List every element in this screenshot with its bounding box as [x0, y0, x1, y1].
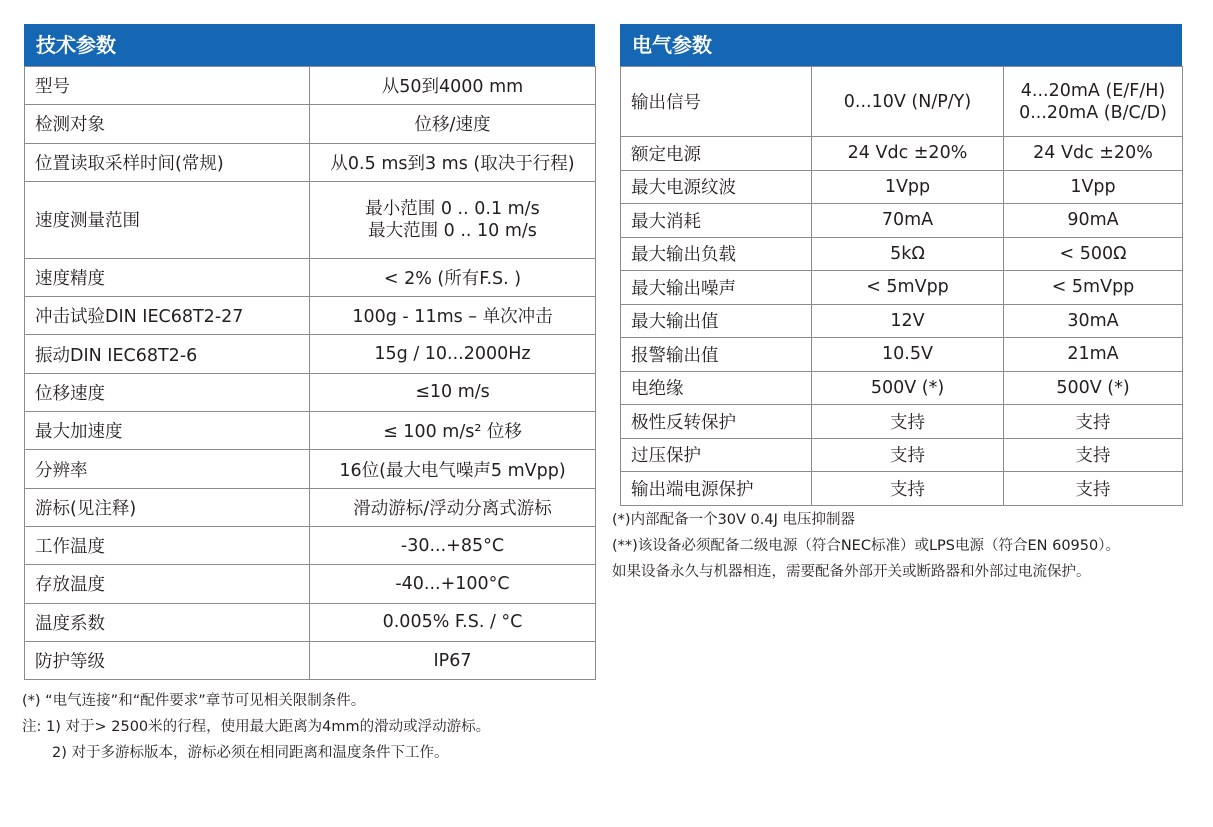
param-label: 分辨率 — [25, 450, 310, 488]
param-label: 振动DIN IEC68T2-6 — [25, 335, 310, 373]
current-output-value: 24 Vdc ±20% — [1004, 137, 1183, 171]
param-label: 位移速度 — [25, 373, 310, 411]
param-label: 检测对象 — [25, 105, 310, 143]
table-row — [621, 438, 1183, 472]
param-value: < 2% (所有F.S. ) — [310, 258, 596, 296]
current-output-value: < 5mVpp — [1004, 271, 1183, 305]
param-value — [310, 181, 596, 258]
param-label: 最大输出噪声 — [621, 271, 812, 305]
electrical-parameters-table — [620, 66, 1183, 506]
table-row — [25, 603, 596, 641]
table-row — [25, 143, 596, 181]
param-value: 位移/速度 — [310, 105, 596, 143]
table-row — [25, 297, 596, 335]
table-row — [621, 170, 1183, 204]
voltage-output-value: 70mA — [812, 204, 1004, 238]
voltage-output-value: 支持 — [812, 438, 1004, 472]
param-label: 最大电源纹波 — [621, 170, 812, 204]
param-value: ≤10 m/s — [310, 373, 596, 411]
param-label: 输出信号 — [621, 67, 812, 137]
technical-parameters-panel — [24, 24, 595, 680]
param-value: -30...+85°C — [310, 526, 596, 564]
param-label: 过压保护 — [621, 438, 812, 472]
table-row — [621, 271, 1183, 305]
table-row — [25, 526, 596, 564]
param-value: 从50到4000 mm — [310, 67, 596, 105]
note-external-protection: 如果设备永久与机器相连，需要配备外部开关或断路器和外部过电流保护。 — [612, 564, 1091, 580]
param-label: 最大输出值 — [621, 304, 812, 338]
table-row — [25, 488, 596, 526]
note-suppressor: (*)内部配备一个30V 0.4J 电压抑制器 — [612, 512, 855, 528]
param-label: 最大消耗 — [621, 204, 812, 238]
voltage-output-value: 12V — [812, 304, 1004, 338]
voltage-output-value: 10.5V — [812, 338, 1004, 372]
table-row — [25, 373, 596, 411]
param-label: 最大加速度 — [25, 412, 310, 450]
table-row — [621, 204, 1183, 238]
voltage-output-value: < 5mVpp — [812, 271, 1004, 305]
technical-parameters-title: 技术参数 — [24, 24, 595, 66]
note-star: (*) “电气连接”和“配件要求”章节可见相关限制条件。 — [22, 693, 366, 709]
current-output-value: 支持 — [1004, 472, 1183, 506]
param-value: 15g / 10...2000Hz — [310, 335, 596, 373]
note-2: 2) 对于多游标版本，游标必须在相同距离和温度条件下工作。 — [52, 745, 449, 761]
table-row — [621, 67, 1183, 137]
table-row — [621, 405, 1183, 439]
param-value: 滑动游标/浮动分离式游标 — [310, 488, 596, 526]
param-label: 工作温度 — [25, 526, 310, 564]
param-value-line: 最大范围 0 .. 10 m/s — [368, 220, 537, 241]
param-label: 位置读取采样时间(常规) — [25, 143, 310, 181]
param-label: 速度测量范围 — [25, 181, 310, 258]
table-row — [25, 258, 596, 296]
current-output-value: 90mA — [1004, 204, 1183, 238]
param-label: 防护等级 — [25, 641, 310, 679]
current-output-value: 30mA — [1004, 304, 1183, 338]
param-label: 极性反转保护 — [621, 405, 812, 439]
electrical-notes — [612, 507, 1212, 585]
param-label: 最大输出负载 — [621, 237, 812, 271]
current-output-value: 支持 — [1004, 438, 1183, 472]
param-value: 从0.5 ms到3 ms (取决于行程) — [310, 143, 596, 181]
table-row — [621, 472, 1183, 506]
param-value: 0.005% F.S. / °C — [310, 603, 596, 641]
param-label: 型号 — [25, 67, 310, 105]
table-row — [25, 450, 596, 488]
table-row — [25, 181, 596, 258]
table-row — [621, 371, 1183, 405]
param-label: 额定电源 — [621, 137, 812, 171]
table-row — [25, 105, 596, 143]
electrical-parameters-panel — [620, 24, 1182, 506]
table-row — [25, 565, 596, 603]
current-output-value-line: 4...20mA (E/F/H) — [1020, 80, 1166, 101]
param-value-line: 最小范围 0 .. 0.1 m/s — [365, 198, 540, 219]
note-power-supply: (**)该设备必须配备二级电源（符合NEC标准）或LPS电源（符合EN 60950）。 — [612, 538, 1120, 554]
param-value: 16位(最大电气噪声5 mVpp) — [310, 450, 596, 488]
current-output-value: 1Vpp — [1004, 170, 1183, 204]
current-output-value — [1004, 67, 1183, 137]
param-label: 冲击试验DIN IEC68T2-27 — [25, 297, 310, 335]
voltage-output-value: 支持 — [812, 472, 1004, 506]
table-row — [25, 641, 596, 679]
param-value: IP67 — [310, 641, 596, 679]
current-output-value: 支持 — [1004, 405, 1183, 439]
param-label: 输出端电源保护 — [621, 472, 812, 506]
voltage-output-value: 1Vpp — [812, 170, 1004, 204]
table-row — [621, 338, 1183, 372]
voltage-output-value: 支持 — [812, 405, 1004, 439]
param-label: 速度精度 — [25, 258, 310, 296]
table-row — [25, 67, 596, 105]
technical-notes — [22, 688, 602, 766]
current-output-value: 500V (*) — [1004, 371, 1183, 405]
table-row — [621, 137, 1183, 171]
current-output-value: < 500Ω — [1004, 237, 1183, 271]
param-label: 报警输出值 — [621, 338, 812, 372]
table-row — [25, 412, 596, 450]
param-label: 游标(见注释) — [25, 488, 310, 526]
electrical-parameters-title: 电气参数 — [620, 24, 1182, 66]
param-value: ≤ 100 m/s² 位移 — [310, 412, 596, 450]
voltage-output-value: 5kΩ — [812, 237, 1004, 271]
param-label: 温度系数 — [25, 603, 310, 641]
voltage-output-value: 500V (*) — [812, 371, 1004, 405]
param-label: 电绝缘 — [621, 371, 812, 405]
current-output-value: 21mA — [1004, 338, 1183, 372]
technical-parameters-table — [24, 66, 596, 680]
current-output-value-line: 0...20mA (B/C/D) — [1019, 102, 1167, 123]
voltage-output-value: 0...10V (N/P/Y) — [812, 67, 1004, 137]
param-value: -40...+100°C — [310, 565, 596, 603]
note-1: 注: 1) 对于> 2500米的行程，使用最大距离为4mm的滑动或浮动游标。 — [22, 719, 491, 735]
voltage-output-value: 24 Vdc ±20% — [812, 137, 1004, 171]
table-row — [621, 237, 1183, 271]
param-label: 存放温度 — [25, 565, 310, 603]
table-row — [25, 335, 596, 373]
param-value: 100g - 11ms – 单次冲击 — [310, 297, 596, 335]
table-row — [621, 304, 1183, 338]
